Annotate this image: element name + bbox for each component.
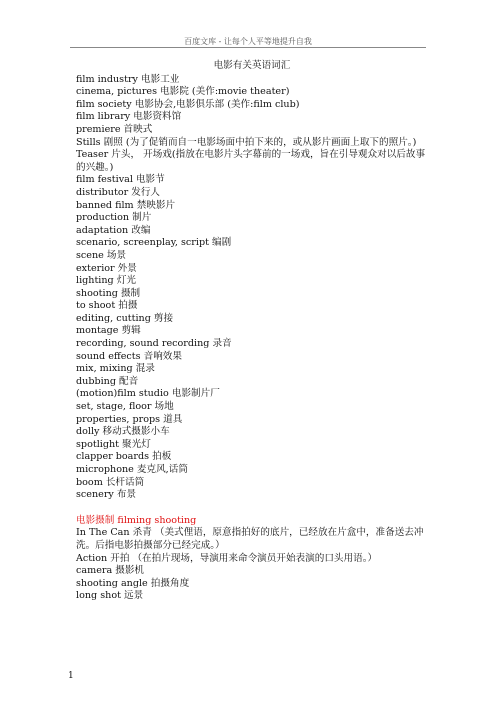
glossary-entry: camera 摄影机 bbox=[76, 565, 145, 577]
glossary-entry: (motion)film studio 电影制片厂 bbox=[76, 388, 220, 400]
page-number: 1 bbox=[68, 671, 74, 681]
glossary-entry: distributor 发行人 bbox=[76, 186, 161, 198]
glossary-entry: set, stage, floor 场地 bbox=[76, 401, 174, 413]
glossary-entry: dubbing 配音 bbox=[76, 375, 139, 387]
glossary-entry: cinema, pictures 电影院 (美作:movie theater) bbox=[76, 86, 290, 98]
glossary-entry: Teaser 片头， 开场戏(指放在电影片头字幕前的一场戏，旨在引导观众对以后故事的兴趣。) bbox=[76, 149, 426, 173]
section-heading: 电影摄制 filming shooting bbox=[76, 514, 197, 526]
glossary-entry: long shot 远景 bbox=[76, 590, 144, 602]
glossary-entry: Action 开拍 （在拍片现场，导演用来命令演员开始表演的口头用语。） bbox=[76, 552, 378, 564]
page-header: 百度文库 - 让每个人平等地提升自我 bbox=[184, 37, 312, 46]
glossary-entry: editing, cutting 剪接 bbox=[76, 312, 174, 324]
glossary-entry: sound effects 音响效果 bbox=[76, 350, 182, 362]
glossary-entry: lighting 灯光 bbox=[76, 275, 136, 287]
glossary-entry: banned film 禁映影片 bbox=[76, 199, 176, 211]
glossary-entry: Stills 剧照 (为了促销而自一电影场面中拍下来的，或从影片画面上取下的照片。) bbox=[76, 136, 417, 148]
document-title: 电影有关英语词汇 bbox=[213, 60, 291, 71]
glossary-entry: scenery 布景 bbox=[76, 489, 137, 501]
glossary-entry: to shoot 拍摄 bbox=[76, 300, 138, 312]
glossary-entry: clapper boards 拍板 bbox=[76, 451, 172, 463]
glossary-entry: film festival 电影节 bbox=[76, 174, 165, 186]
glossary-entry: dolly 移动式摄影小车 bbox=[76, 426, 170, 438]
glossary-entry: film society 电影协会,电影俱乐部 (美作:film club) bbox=[76, 98, 300, 110]
header-divider bbox=[70, 47, 426, 48]
glossary-entry: shooting angle 拍摄角度 bbox=[76, 577, 190, 589]
glossary-entry: film library 电影资料馆 bbox=[76, 111, 182, 123]
glossary-entry: shooting 摄制 bbox=[76, 287, 141, 299]
glossary-entry: properties, props 道具 bbox=[76, 413, 183, 425]
glossary-entry: production 制片 bbox=[76, 212, 152, 224]
document-body bbox=[76, 60, 428, 603]
glossary-entry: scene 场景 bbox=[76, 249, 127, 261]
glossary-entry: microphone 麦克风,话筒 bbox=[76, 464, 188, 475]
glossary-entry: montage 剪辑 bbox=[76, 325, 141, 337]
glossary-entry: exterior 外景 bbox=[76, 262, 137, 274]
glossary-entry: premiere 首映式 bbox=[76, 123, 153, 135]
glossary-list bbox=[76, 74, 428, 502]
glossary-entry: spotlight 聚光灯 bbox=[76, 438, 151, 450]
glossary-entry: In The Can 杀青 （美式俚语，原意指拍好的底片，已经放在片盒中，准备送去冲洗。后指电影拍摄部分已经完成。） bbox=[76, 527, 424, 551]
glossary-entry: mix, mixing 混录 bbox=[76, 363, 155, 375]
glossary-entry: boom 长杆话筒 bbox=[76, 476, 145, 488]
glossary-entry: scenario, screenplay, script 编剧 bbox=[76, 237, 232, 249]
glossary-entry: adaptation 改编 bbox=[76, 224, 151, 236]
section-glossary-list bbox=[76, 527, 428, 603]
glossary-entry: recording, sound recording 录音 bbox=[76, 338, 232, 350]
glossary-entry: film industry 电影工业 bbox=[76, 73, 180, 85]
